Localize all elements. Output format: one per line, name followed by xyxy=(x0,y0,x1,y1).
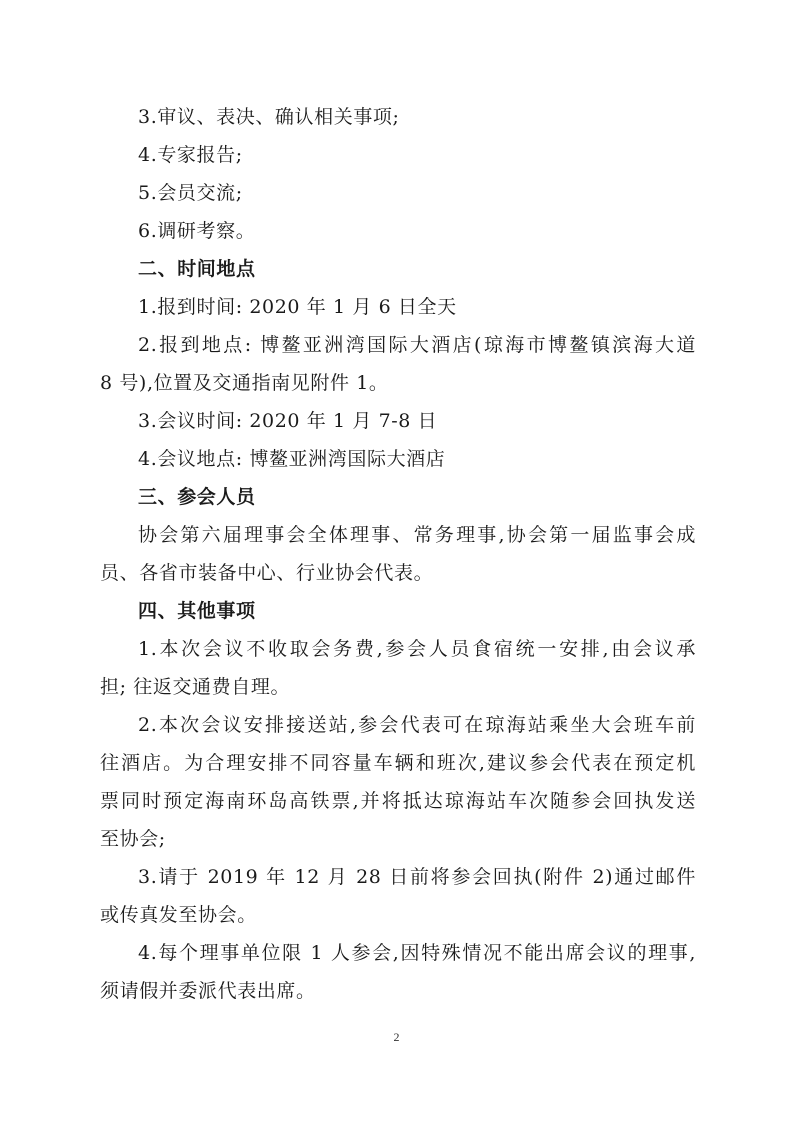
section-heading-attendees: 三、参会人员 xyxy=(138,486,256,508)
page-number: 2 xyxy=(393,1030,400,1044)
other-item2-line1: 2.本次会议安排接送站,参会代表可在琼海站乘坐大会班车前 xyxy=(138,714,696,736)
registration-time: 1.报到时间: 2020 年 1 月 6 日全天 xyxy=(138,296,457,318)
item-5-member-exchange: 5.会员交流; xyxy=(138,182,243,204)
registration-place-line2: 8 号),位置及交通指南见附件 1。 xyxy=(100,372,389,394)
other-item1-line2: 担; 往返交通费自理。 xyxy=(100,676,291,698)
meeting-place: 4.会议地点: 博鳌亚洲湾国际大酒店 xyxy=(138,448,446,470)
section-heading-other: 四、其他事项 xyxy=(138,600,256,622)
other-item3-line2: 或传真发至协会。 xyxy=(100,904,257,926)
other-item2-line2: 往酒店。为合理安排不同容量车辆和班次,建议参会代表在预定机 xyxy=(100,752,696,774)
registration-place-line1: 2.报到地点: 博鳌亚洲湾国际大酒店(琼海市博鳌镇滨海大道 xyxy=(138,334,696,356)
item-4-expert-report: 4.专家报告; xyxy=(138,144,243,166)
other-item3-line1: 3.请于 2019 年 12 月 28 日前将参会回执(附件 2)通过邮件 xyxy=(138,866,696,888)
other-item2-line4: 至协会; xyxy=(100,828,166,850)
meeting-time: 3.会议时间: 2020 年 1 月 7-8 日 xyxy=(138,410,438,432)
attendees-line2: 员、各省市装备中心、行业协会代表。 xyxy=(100,562,434,584)
other-item2-line3: 票同时预定海南环岛高铁票,并将抵达琼海站车次随参会回执发送 xyxy=(100,790,696,812)
attendees-line1: 协会第六届理事会全体理事、常务理事,协会第一届监事会成 xyxy=(138,524,696,546)
other-item1-line1: 1.本次会议不收取会务费,参会人员食宿统一安排,由会议承 xyxy=(138,638,696,660)
item-3-review: 3.审议、表决、确认相关事项; xyxy=(138,106,400,128)
item-6-research: 6.调研考察。 xyxy=(138,220,256,242)
other-item4-line2: 须请假并委派代表出席。 xyxy=(100,980,316,1002)
other-item4-line1: 4.每个理事单位限 1 人参会,因特殊情况不能出席会议的理事, xyxy=(138,942,696,964)
section-heading-time-place: 二、时间地点 xyxy=(138,258,256,280)
